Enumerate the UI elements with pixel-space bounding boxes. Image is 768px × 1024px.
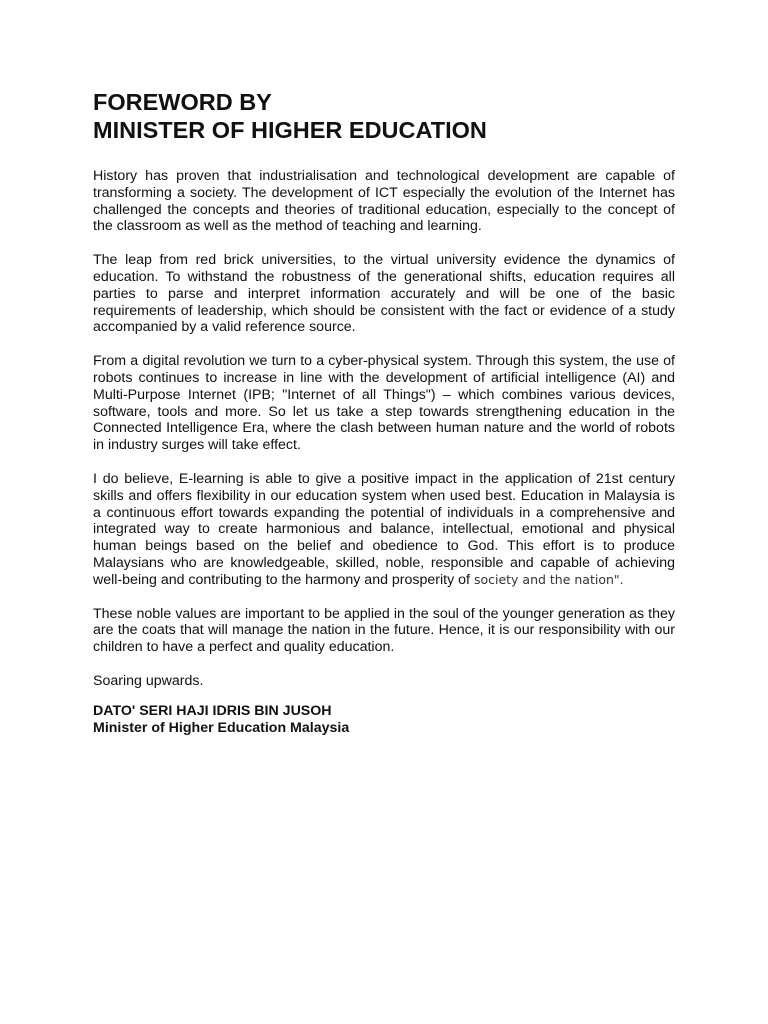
paragraph-4	[93, 471, 675, 589]
paragraph-4-tail: society and the nation".	[473, 571, 624, 587]
page-title	[93, 88, 675, 144]
paragraph-5: These noble values are important to be applied in the soul of the younger generation as they are the coats that will manage the nation in the future. Hence, it is our responsibility with our children to have a perfect and quality education.	[93, 605, 675, 656]
paragraph-2: The leap from red brick universities, to the virtual university evidence the dynamics of education. To withstand the robustness of the generational shifts, education requires all parties to parse and interpret information accurately and will be one of the basic requirements of leadership, which should be consistent with the fact or evidence of a study accompanied by a valid reference source.	[93, 252, 675, 336]
paragraph-4-main: I do believe, E-learning is able to give a positive impact in the application of 21st century skills and offers flexibility in our education system when used best. Education in Malaysia is a continuous effort towards expanding the potential of individuals in a comprehensive and integrated way to create harmonious and balance, intellectual, emotional and physical human beings based on the belief and obedience to God. This effort is to produce Malaysians who are knowledgeable, skilled, noble, responsible and capable of achieving well-being and contributing to the harmony and prosperity of	[93, 470, 675, 588]
signature-name: DATO' SERI HAJI IDRIS BIN JUSOH	[93, 702, 332, 719]
paragraph-3: From a digital revolution we turn to a cyber-physical system. Through this system, the use of robots continues to increase in line with the development of artificial intelligence (AI) and Multi-Purpose Internet (IPB; "Internet of all Things") – which combines various devices, software, tools and more. So let us take a step towards strengthening education in the Connected Intelligence Era, where the clash between human nature and the world of robots in industry surges will take effect.	[93, 353, 675, 454]
paragraph-1: History has proven that industrialisation and technological development are capable of transforming a society. The development of ICT especially the evolution of the Internet has challenged the concepts and theories of traditional education, especially to the concept of the classroom as well as the method of teaching and learning.	[93, 168, 675, 235]
foreword-body	[93, 168, 675, 737]
foreword-page	[93, 88, 675, 737]
closing-line: Soaring upwards.	[93, 672, 204, 689]
title-line-1: FOREWORD BY	[93, 89, 272, 115]
title-line-2: MINISTER OF HIGHER EDUCATION	[93, 117, 487, 143]
signature-role: Minister of Higher Education Malaysia	[93, 719, 350, 736]
